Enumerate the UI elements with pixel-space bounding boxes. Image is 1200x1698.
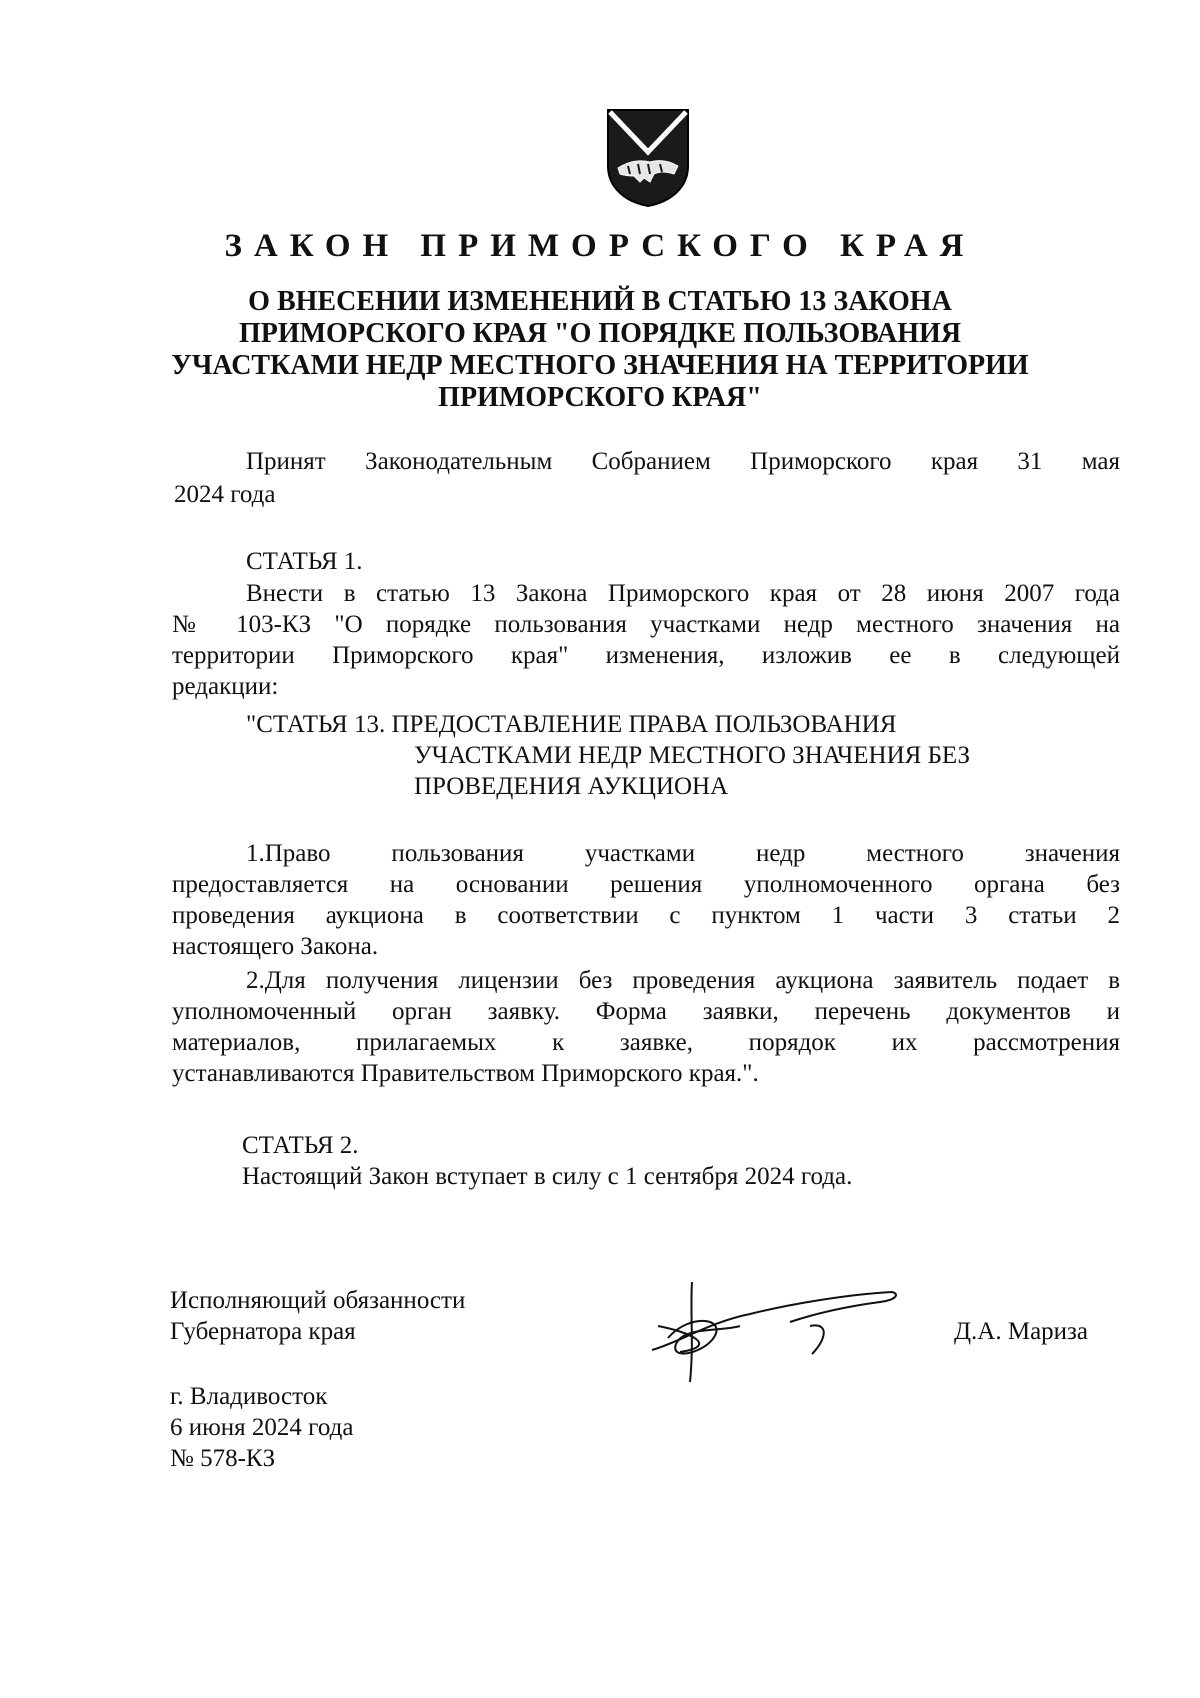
point-line: проведения аукциона в соответствии с пунктом 1 части 3 статьи 2 <box>172 902 1120 929</box>
signatory-name: Д.А. Мариза <box>954 1318 1089 1345</box>
adoption-date: 2024 года <box>174 481 276 508</box>
article-1-body <box>172 578 1120 702</box>
point-line: предоставляется на основании решения уполномоченного органа без <box>172 871 1120 898</box>
article-13-point-2 <box>172 965 1120 1089</box>
position-line: Губернатора края <box>170 1318 356 1345</box>
position-line: Исполняющий обязанности <box>170 1287 466 1314</box>
place-date-number <box>170 1381 353 1474</box>
point-line: 2.Для получения лицензии без проведения аукциона заявитель подает в <box>246 967 1120 994</box>
adoption-note: Принят Законодательным Собранием Приморского края 31 мая <box>246 448 1120 475</box>
body-line: редакции: <box>172 673 279 700</box>
body-line: Внести в статью 13 Закона Приморского края от 28 июня 2007 года <box>246 580 1120 607</box>
title-line: ПРИМОРСКОГО КРАЯ" <box>438 382 762 413</box>
signatory-position <box>170 1285 465 1347</box>
point-line: настоящего Закона. <box>172 933 379 960</box>
law-number: № 578-КЗ <box>170 1445 276 1472</box>
law-header: ЗАКОН ПРИМОРСКОГО КРАЯ <box>224 228 976 264</box>
handwritten-signature <box>650 1282 900 1382</box>
date: 6 июня 2024 года <box>170 1414 354 1441</box>
new-article-13-heading <box>246 709 970 802</box>
article-13-line: УЧАСТКАМИ НЕДР МЕСТНОГО ЗНАЧЕНИЯ БЕЗ <box>414 742 971 769</box>
point-line: устанавливаются Правительством Приморского края.". <box>172 1060 759 1087</box>
city: г. Владивосток <box>170 1383 328 1410</box>
law-title <box>150 286 1050 414</box>
point-line: материалов, прилагаемых к заявке, порядок их рассмотрения <box>172 1029 1120 1056</box>
title-line: ПРИМОРСКОГО КРАЯ "О ПОРЯДКЕ ПОЛЬЗОВАНИЯ <box>238 318 962 349</box>
title-line: О ВНЕСЕНИИ ИЗМЕНЕНИЙ В СТАТЬЮ 13 ЗАКОНА <box>248 286 952 317</box>
point-line: уполномоченный орган заявку. Форма заявки, перечень документов и <box>172 998 1120 1025</box>
article-1-heading: СТАТЬЯ 1. <box>246 548 363 575</box>
article-2-heading: СТАТЬЯ 2. <box>242 1132 359 1159</box>
point-line: 1.Право пользования участками недр местного значения <box>246 840 1120 867</box>
body-line: территории Приморского края" изменения, изложив ее в следующей <box>172 642 1120 669</box>
article-2-body: Настоящий Закон вступает в силу с 1 сентября 2024 года. <box>242 1163 853 1190</box>
body-line: № 103-КЗ "О порядке пользования участками недр местного значения на <box>172 611 1120 638</box>
article-13-line: "СТАТЬЯ 13. ПРЕДОСТАВЛЕНИЕ ПРАВА ПОЛЬЗОВАНИЯ <box>246 711 897 738</box>
title-line: УЧАСТКАМИ НЕДР МЕСТНОГО ЗНАЧЕНИЯ НА ТЕРРИТОРИИ <box>171 350 1029 381</box>
coat-of-arms-icon <box>604 108 692 208</box>
article-13-point-1 <box>172 838 1120 962</box>
article-13-line: ПРОВЕДЕНИЯ АУКЦИОНА <box>414 773 729 800</box>
